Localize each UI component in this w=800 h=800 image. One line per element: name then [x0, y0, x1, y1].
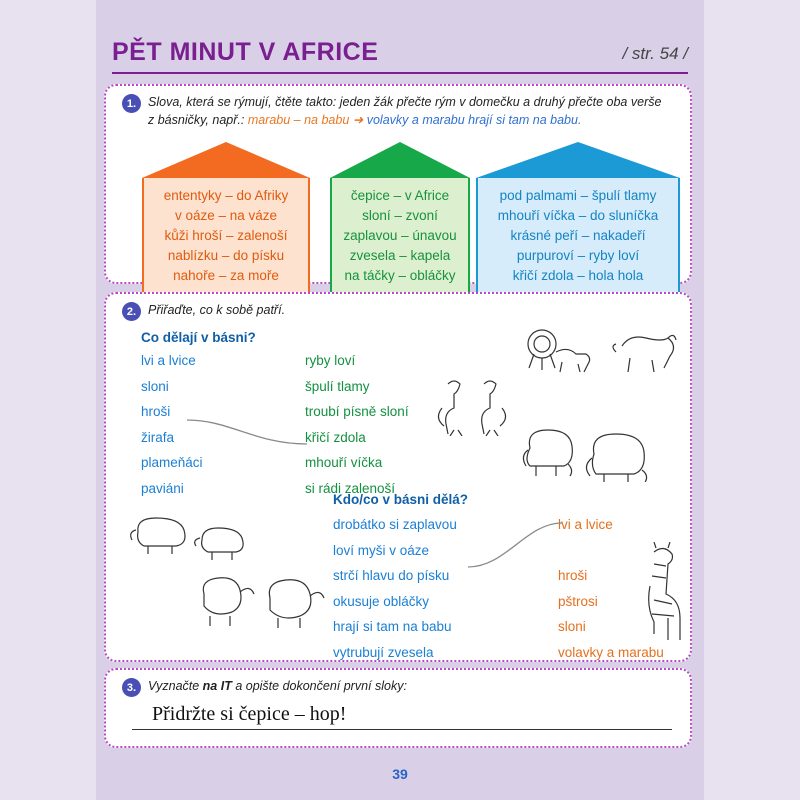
roof-orange: [142, 142, 310, 178]
list-item[interactable]: hrají si tam na babu: [333, 619, 452, 634]
matching-line-2: [466, 515, 566, 575]
rhyme-house-blue: [476, 142, 680, 297]
list-item[interactable]: paviáni: [141, 480, 184, 496]
list-item[interactable]: sloni: [141, 378, 169, 394]
matching-line-1: [185, 410, 310, 452]
list-item[interactable]: pštrosi: [558, 593, 598, 609]
list-item[interactable]: troubí písně sloní: [305, 404, 409, 419]
task-3-instruction-bold: na IT: [202, 679, 232, 693]
rhyme-house-green: [330, 142, 470, 297]
task-1-example-blue: volavky a marabu hrají si tam na babu.: [366, 113, 582, 128]
task-1-instruction: [148, 93, 668, 129]
list-item[interactable]: sloni: [558, 619, 586, 634]
task-3-answer-line: [132, 729, 672, 730]
task-3-number: 3.: [122, 678, 141, 697]
list-item: pod palmami – špulí tlamy: [499, 188, 657, 203]
list-item[interactable]: loví myši v oáze: [333, 542, 430, 558]
task-2-instruction: Přiřaďte, co k sobě patří.: [148, 303, 286, 317]
list-item[interactable]: plameňáci: [141, 455, 203, 470]
list-item: sloní – zvoní: [362, 207, 438, 223]
rhyme-list-green: [330, 178, 470, 297]
task-3-instruction: [148, 677, 407, 695]
rhyme-list-orange: [142, 178, 310, 297]
list-item[interactable]: mhouří víčka: [305, 455, 383, 470]
list-item: na táčky – obláčky: [344, 267, 456, 283]
task-1-instruction-line2: z básničky, např.:: [148, 113, 248, 128]
page-reference: / str. 54 /: [622, 44, 688, 63]
rhyme-list-blue: [476, 178, 680, 297]
list-item[interactable]: ryby loví: [305, 353, 356, 368]
task-2-number: 2.: [122, 302, 141, 321]
baboons-illustration: [190, 572, 334, 632]
list-item[interactable]: lvi a lvice: [141, 353, 196, 368]
page-number: 39: [392, 766, 408, 782]
list-item: čepice – v Africe: [350, 188, 450, 203]
list-item[interactable]: drobátko si zaplavou: [333, 517, 457, 532]
task-2-actions-column: [333, 512, 457, 665]
list-item: zvesela – kapela: [349, 247, 451, 263]
roof-green: [330, 142, 470, 178]
list-item[interactable]: okusuje obláčky: [333, 593, 430, 609]
page-title: PĚT MINUT V AFRICE: [112, 38, 379, 66]
list-item: purpuroví – ryby loví: [516, 247, 640, 263]
giraffe-illustration: [640, 542, 694, 646]
list-item: nablízku – do písku: [167, 247, 285, 263]
ostrich-illustration: [432, 378, 518, 436]
task-3-instruction-part1: Vyznačte: [148, 679, 203, 693]
task-2-subheading-right: Kdo/co v básni dělá?: [333, 492, 469, 507]
rhyme-house-orange: [142, 142, 310, 297]
list-item: ententyky – do Afriky: [163, 188, 289, 203]
list-item[interactable]: špulí tlamy: [305, 378, 370, 394]
task-3-answer-text[interactable]: Přidržte si čepice – hop!: [152, 703, 347, 725]
list-item: krásné peří – nakadeří: [510, 227, 646, 243]
list-item: nahoře – za moře: [173, 267, 279, 283]
task-2-subheading-left: Co dělají v básni?: [141, 330, 256, 345]
hippos-illustration: [128, 506, 274, 562]
list-item[interactable]: vytrubují zvesela: [333, 644, 434, 660]
task-3-instruction-part2: a opište dokončení první sloky:: [231, 679, 407, 693]
lion-and-rhino-illustration: [512, 322, 682, 380]
title-underline: [112, 72, 688, 74]
list-item: zaplavou – únavou: [343, 227, 457, 243]
list-item[interactable]: hroši: [141, 404, 171, 419]
roof-blue: [476, 142, 680, 178]
list-item[interactable]: lvi a lvice: [558, 517, 613, 532]
list-item: v oáze – na váze: [174, 207, 278, 223]
list-item: kůži hroší – zalenoší: [164, 227, 288, 243]
task-2-middle-column: [305, 348, 409, 501]
arrow-icon: ➜: [352, 113, 364, 128]
list-item: křičí zdola – hola hola: [512, 267, 644, 283]
elephants-illustration: [512, 420, 672, 482]
list-item[interactable]: strčí hlavu do písku: [333, 568, 450, 583]
list-item[interactable]: volavky a marabu: [558, 644, 664, 660]
list-item[interactable]: hroši: [558, 568, 588, 583]
list-item[interactable]: si rádi zalenoší: [305, 480, 396, 496]
list-item: mhouří víčka – do sluníčka: [497, 207, 659, 223]
list-item[interactable]: žirafa: [141, 429, 175, 445]
task-1-instruction-line1: Slova, která se rýmují, čtěte takto: jeden žák přečte rým v domečku a druhý přečte oba verše: [148, 95, 662, 109]
task-1-number: 1.: [122, 94, 141, 113]
task-1-example-orange: marabu – na babu: [247, 113, 350, 128]
list-item[interactable]: křičí zdola: [305, 429, 366, 445]
